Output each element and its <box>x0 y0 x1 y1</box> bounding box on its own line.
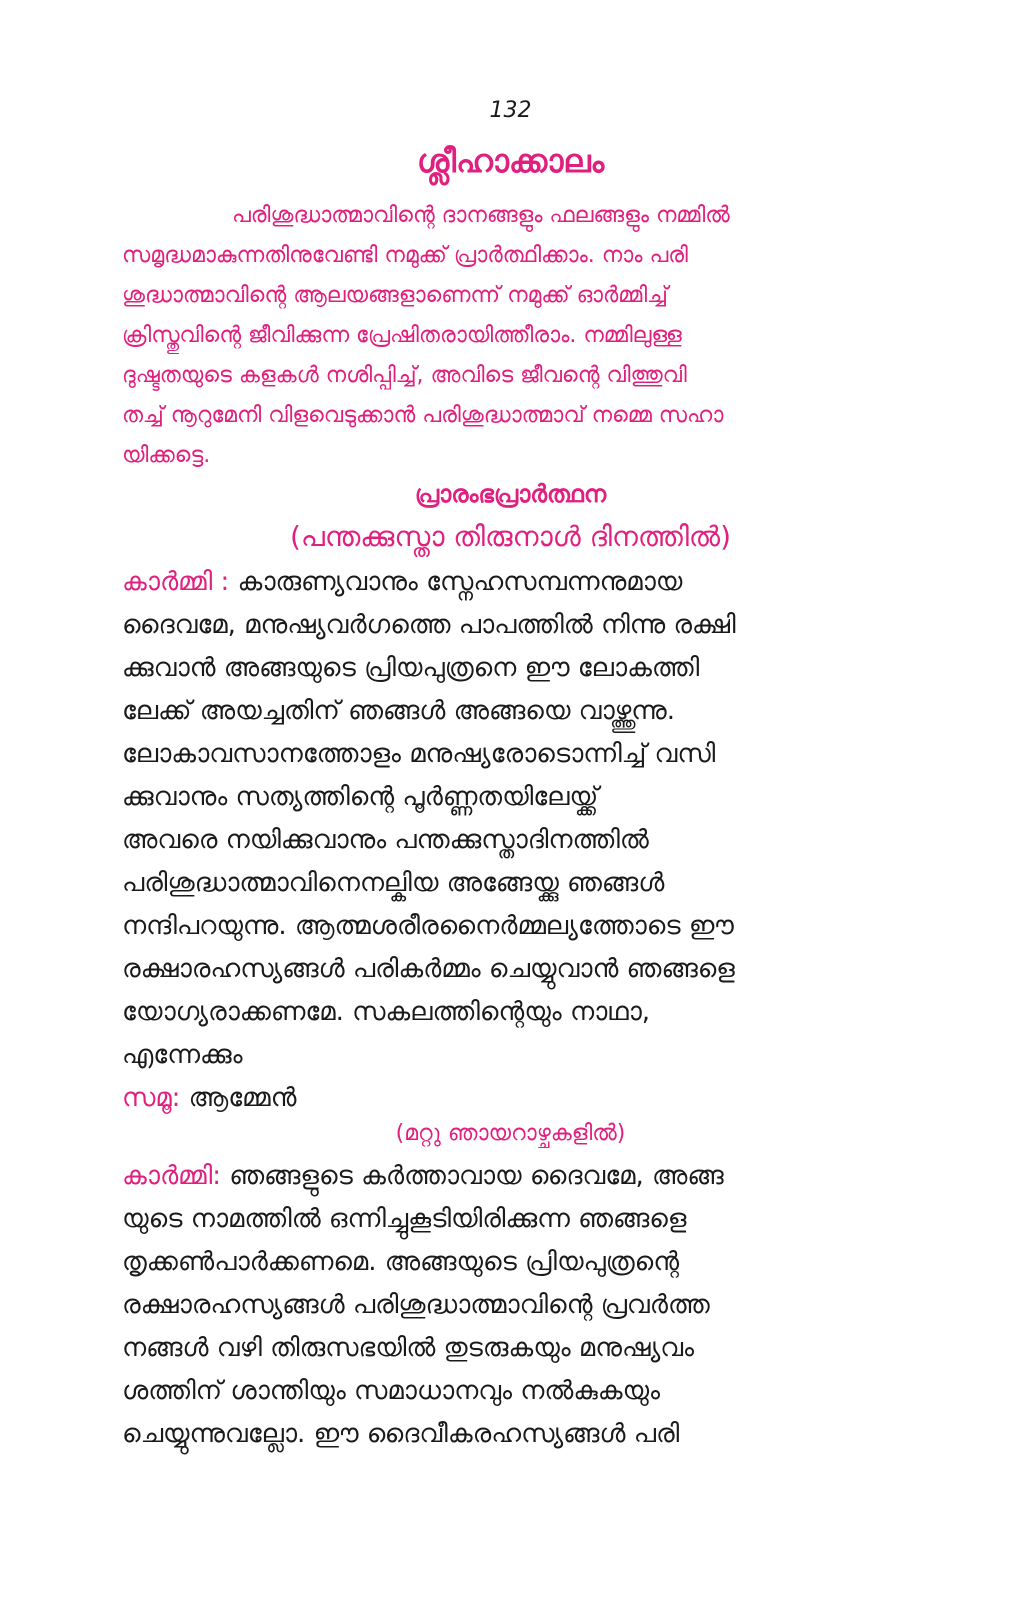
prayer2-first-line <box>122 1154 880 1198</box>
speaker-label: കാർമ്മി: <box>122 1161 221 1191</box>
section-heading: പ്രാരംഭപ്രാർത്ഥന <box>414 480 607 508</box>
sunday-note: (മറ്റു ഞായറാഴ്ചകളിൽ) <box>395 1121 626 1146</box>
intro-line: ദുഷ്ടതയുടെ കളകൾ നശിപ്പിച്ച്, അവിടെ ജീവന്റെ വിത്തുവി <box>122 363 687 388</box>
prayer2-line: രക്ഷാരഹസ്യങ്ങൾ പരിശുദ്ധാത്മാവിന്റെ പ്രവർത്ത <box>122 1290 710 1320</box>
prayer1-line: പരിശുദ്ധാത്മാവിനെനല്കിയ അങ്ങേയ്ക്കു ഞങ്ങൾ <box>122 868 665 898</box>
page-title: ശ്ലീഹാക്കാലം <box>416 142 605 180</box>
prayer1-line: യോഗ്യരാക്കണമേ. സകലത്തിന്റെയും നാഥാ, <box>122 997 651 1027</box>
prayer2-line: നങ്ങൾ വഴി തിരുസഭയിൽ തുടരുകയും മനുഷ്യവം <box>122 1333 695 1363</box>
speaker-label: കാർമ്മി : <box>122 567 230 597</box>
prayer1-line: രക്ഷാരഹസ്യങ്ങൾ പരികർമ്മം ചെയ്യുവാൻ ഞങ്ങളെ <box>122 954 735 984</box>
intro-line: സമൃദ്ധമാകുന്നതിനുവേണ്ടി നമുക്ക് പ്രാർത്ഥിക്കാം. നാം പരി <box>122 243 688 268</box>
prayer1-line: ക്കുവാനും സത്യത്തിന്റെ പൂർണ്ണതയിലേയ്ക്ക് <box>122 782 599 812</box>
prayer-text: ഞങ്ങളുടെ കർത്താവായ ദൈവമേ, അങ്ങ <box>220 1161 724 1191</box>
prayer2-line: ചെയ്യുന്നുവല്ലോ. ഈ ദൈവീകരഹസ്യങ്ങൾ പരി <box>122 1419 680 1449</box>
page-number: 132 <box>489 98 532 123</box>
prayer1-line: അവരെ നയിക്കുവാനും പന്തക്കുസ്താദിനത്തിൽ <box>122 825 649 855</box>
prayer1-first-line <box>122 560 880 604</box>
prayer2-line: യുടെ നാമത്തിൽ ഒന്നിച്ചുകൂടിയിരിക്കുന്ന ഞങ്ങളെ <box>122 1204 687 1234</box>
prayer1-line: ദൈവമേ, മനുഷ്യവർഗത്തെ പാപത്തിൽ നിന്നു രക്ഷി <box>122 610 736 640</box>
intro-line: യിക്കട്ടെ. <box>122 443 211 468</box>
prayer1-line: ലേക്ക് അയച്ചതിന് ഞങ്ങൾ അങ്ങയെ വാഴ്ത്തുന്നു. <box>122 696 675 726</box>
intro-line: ക്രിസ്തുവിന്റെ ജീവിക്കുന്ന പ്രേഷിതരായിത്തീരാം. നമ്മിലുള്ള <box>122 323 682 348</box>
prayer1-line: എന്നേക്കും <box>122 1040 243 1070</box>
intro-line: ശുദ്ധാത്മാവിന്റെ ആലയങ്ങളാണെന്ന് നമുക്ക് ഓർമ്മിച്ച് <box>122 283 668 308</box>
response-text: ആമ്മേൻ <box>180 1083 297 1113</box>
intro-line: തച്ച് നൂറുമേനി വിളവെടുക്കാൻ പരിശുദ്ധാത്മാവ് നമ്മെ സഹാ <box>122 403 724 428</box>
prayer2-line: ശത്തിന് ശാന്തിയും സമാധാനവും നൽകുകയും <box>122 1376 661 1406</box>
prayer1-line: നന്ദിപറയുന്നു. ആത്മശരീരനൈർമ്മല്യത്തോടെ ഈ <box>122 911 734 941</box>
speaker-label: സമൂ: <box>122 1083 181 1113</box>
prayer1-line: ലോകാവസാനത്തോളം മനുഷ്യരോടൊന്നിച്ച് വസി <box>122 739 716 769</box>
section-subtitle: (പന്തക്കുസ്താ തിരുനാൾ ദിനത്തിൽ) <box>289 520 732 553</box>
intro-line: പരിശുദ്ധാത്മാവിന്റെ ദാനങ്ങളും ഫലങ്ങളും നമ്മിൽ <box>232 203 730 228</box>
prayer-text: കാരുണ്യവാനും സ്നേഹസമ്പന്നനുമായ <box>229 567 683 597</box>
prayer2-line: തൃക്കൺപാർക്കണമെ. അങ്ങയുടെ പ്രിയപുത്രന്റെ <box>122 1247 680 1277</box>
prayer1-line: ക്കുവാൻ അങ്ങയുടെ പ്രിയപുത്രനെ ഈ ലോകത്തി <box>122 653 700 683</box>
